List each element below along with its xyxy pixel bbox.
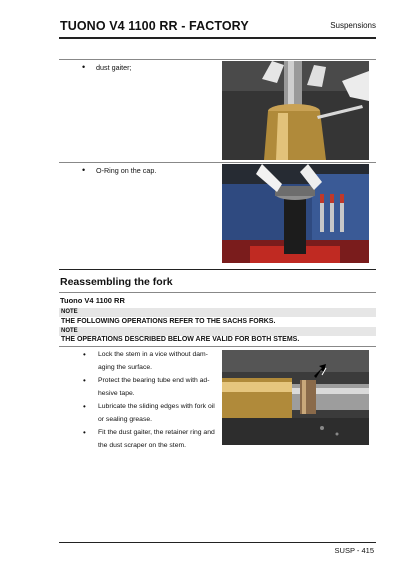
dust-gaiter-photo	[222, 61, 369, 160]
bullet: •	[82, 165, 86, 175]
step-item	[82, 166, 156, 175]
model-label: Tuono V4 1100 RR	[60, 296, 125, 305]
list-item: • Protect the bearing tube end with ad- hesive tape.	[83, 376, 210, 397]
section-rule	[59, 269, 376, 270]
page-number: SUSP - 415	[334, 546, 374, 555]
step-divider	[59, 59, 376, 60]
step-item	[82, 63, 132, 72]
section-divider	[59, 292, 376, 293]
note-text: THE OPERATIONS DESCRIBED BELOW ARE VALID FOR BOTH STEMS.	[61, 336, 300, 343]
note-divider	[59, 346, 376, 347]
footer-rule	[59, 542, 376, 543]
note-label: NOTE	[59, 327, 376, 336]
bullet: •	[82, 62, 86, 72]
list-item: • Fit the dust gaiter, the retainer ring and the dust scraper on the stem.	[83, 428, 215, 449]
page-title: TUONO V4 1100 RR - FACTORY	[60, 19, 249, 33]
section-title: Reassembling the fork	[60, 276, 173, 288]
list-item: • Lock the stem in a vice without dam- aging the surface.	[83, 350, 208, 371]
header-rule	[59, 37, 376, 39]
step-divider	[59, 162, 376, 163]
note-text: THE FOLLOWING OPERATIONS REFER TO THE SACHS FORKS.	[61, 318, 276, 325]
fork-stem-photo	[222, 350, 369, 445]
step-text: dust gaiter;	[96, 63, 132, 72]
step-text: O-Ring on the cap.	[96, 166, 157, 175]
section-name: Suspensions	[330, 21, 376, 30]
note-label: NOTE	[59, 308, 376, 317]
o-ring-photo	[222, 164, 369, 263]
instruction-list	[83, 348, 218, 452]
list-item: • Lubricate the sliding edges with fork oil or sealing grease.	[83, 402, 215, 423]
